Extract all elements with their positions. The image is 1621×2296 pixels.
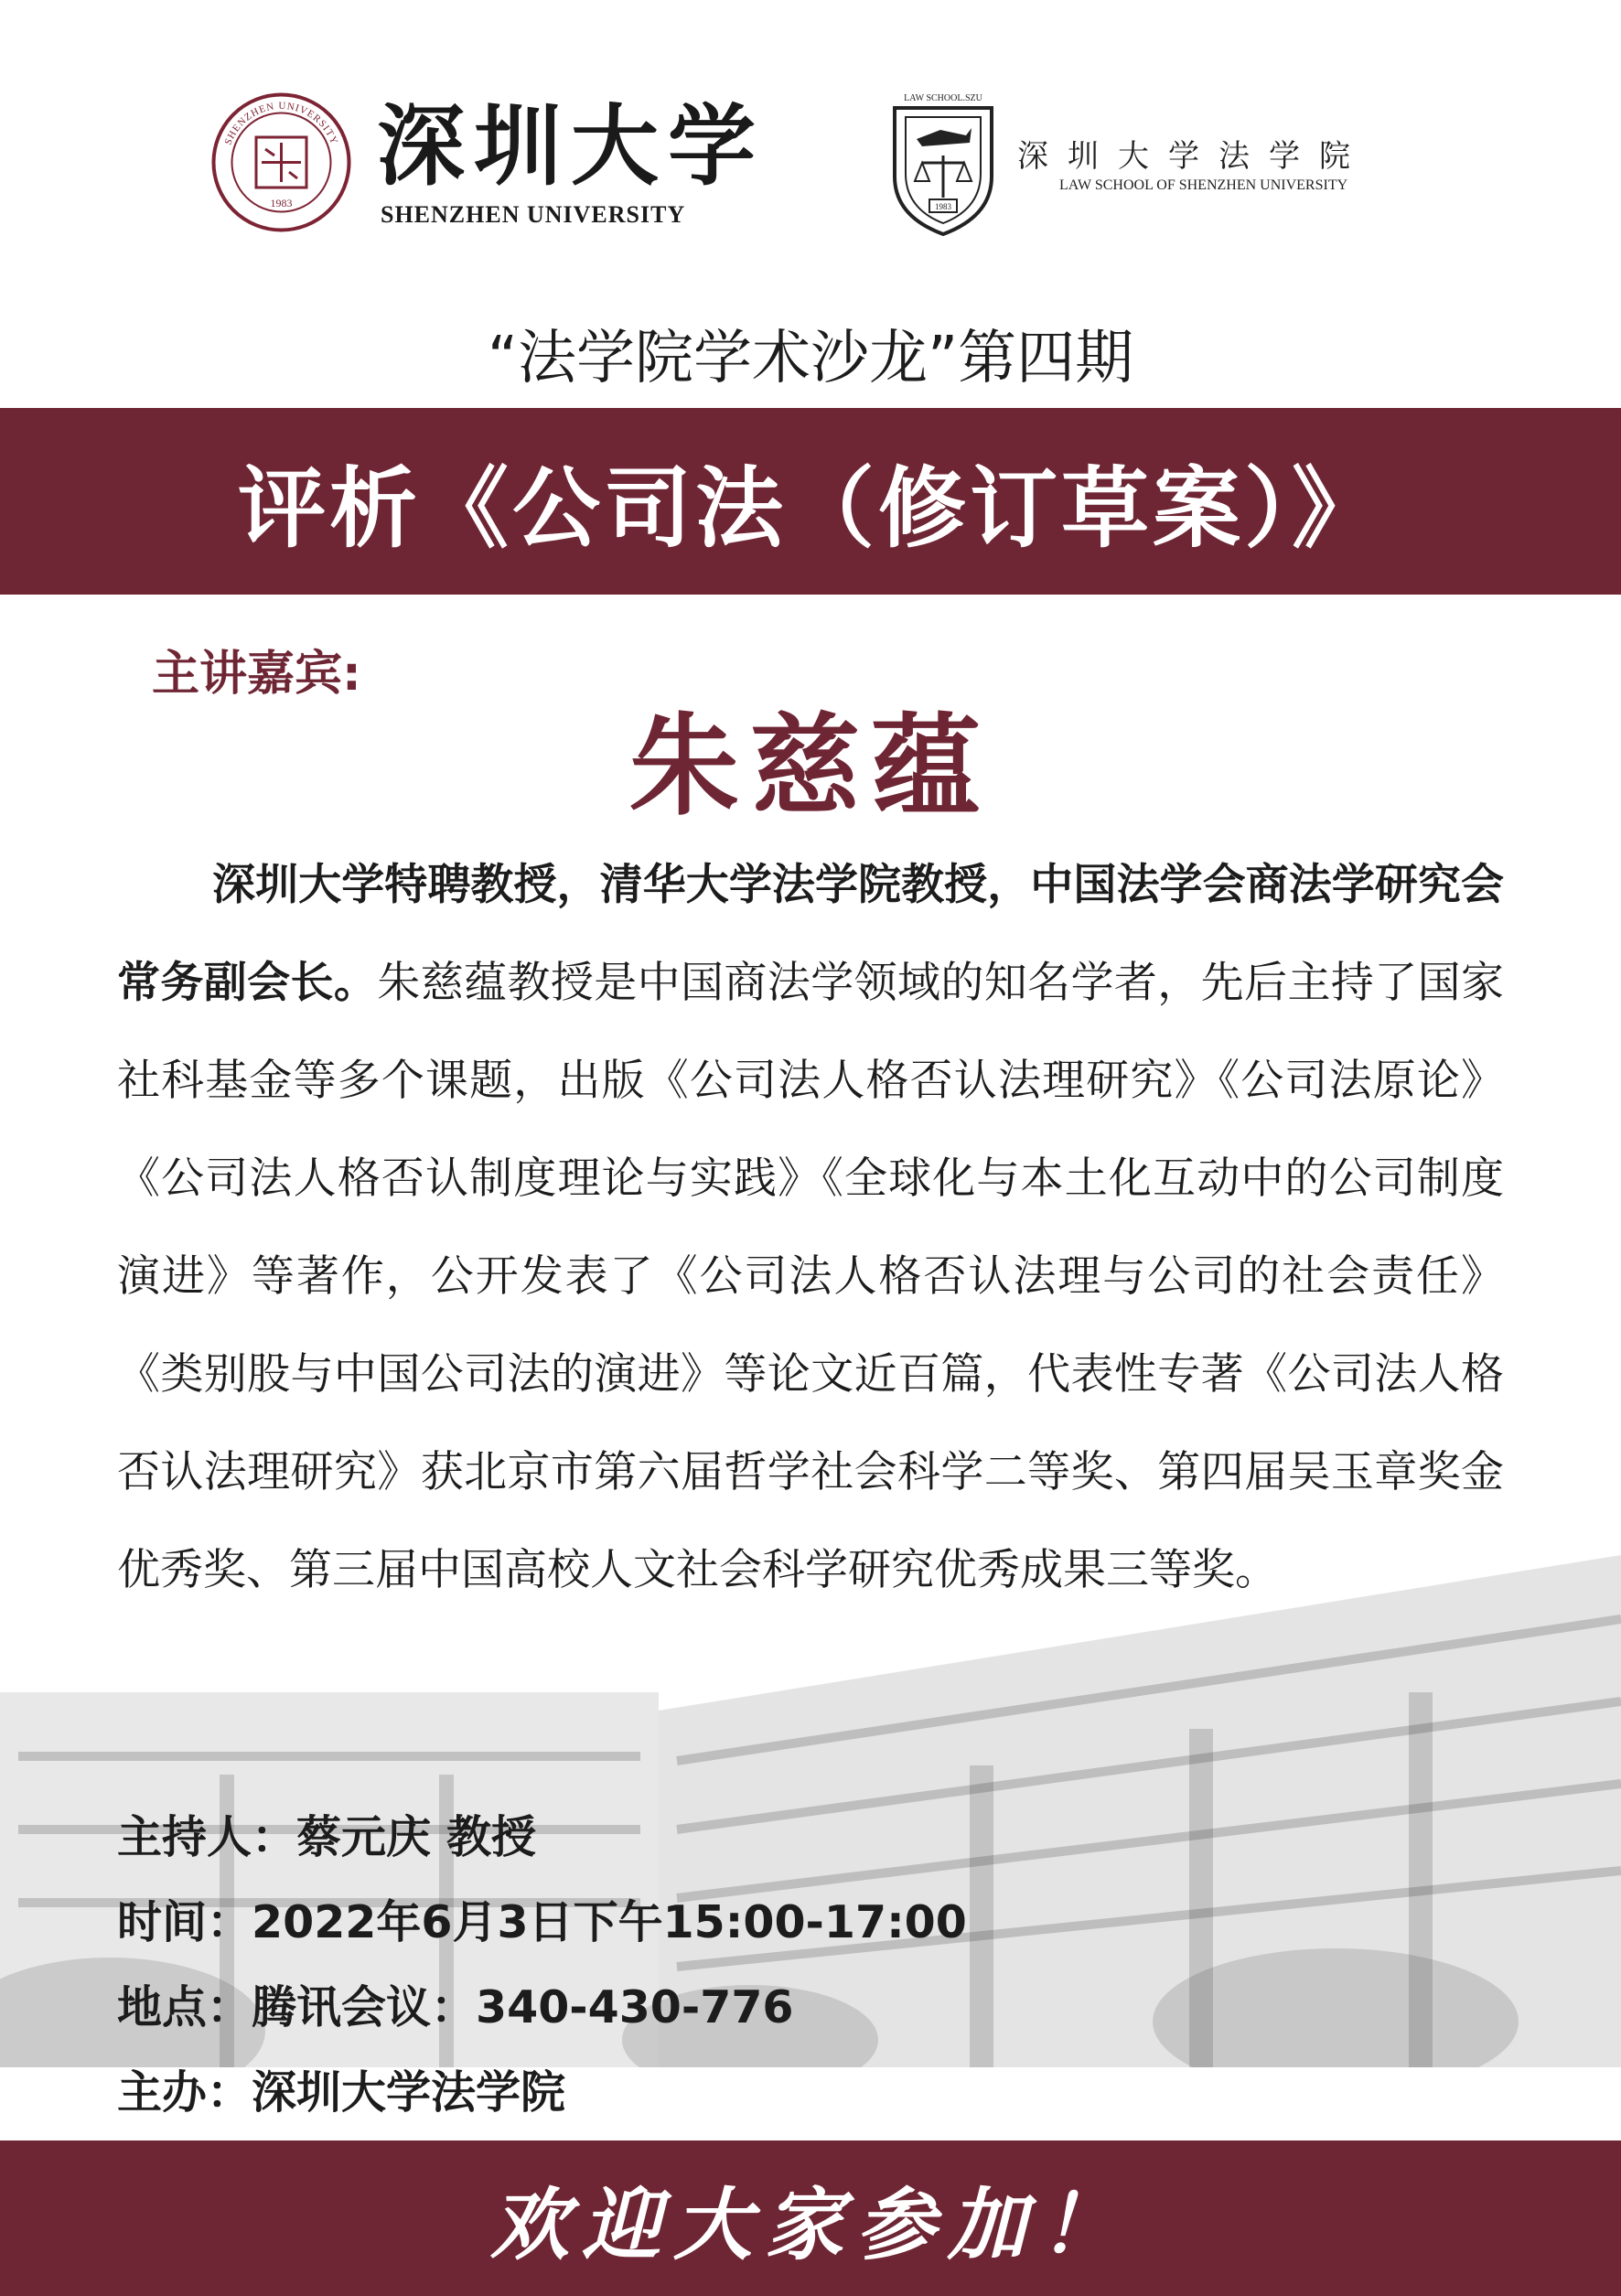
shenzhen-university-name-cn: 深圳大学 xyxy=(377,94,765,198)
shenzhen-university-name-en: SHENZHEN UNIVERSITY xyxy=(381,201,686,228)
speaker-label: 主讲嘉宾: xyxy=(152,647,361,702)
svg-text:LAW SCHOOL.SZU: LAW SCHOOL.SZU xyxy=(904,93,982,103)
event-time: 时间：2022年6月3日下午15:00-17:00 xyxy=(117,1896,967,1948)
speaker-bio xyxy=(117,836,1504,1619)
law-school-name-en: LAW SCHOOL OF SHENZHEN UNIVERSITY xyxy=(1059,177,1348,193)
event-host: 主持人：蔡元庆 教授 xyxy=(117,1811,537,1863)
svg-text:1983: 1983 xyxy=(270,197,293,209)
speaker-bio-text: 朱慈蕴教授是中国商法学领域的知名学者，先后主持了国家社科基金等多个课题，出版《公司法人格否认法理研究》《公司法原论》《公司法人格否认制度理论与实践》《全球化与本土化互动中的公司制度演进》等著作，公开发表了《公司法人格否认法理与公司的社会责任》《类别股与中国公司法的演进》等论文近百篇，代表性专著《公司法人格否认法理研究》获北京市第六届哲学社会科学二等奖、第四届吴玉章奖金优秀奖、第三届中国高校人文社会科学研究优秀成果三等奖。 xyxy=(117,958,1505,1595)
event-details xyxy=(117,1795,967,2135)
speaker-bio-highlight: 深圳大学特聘教授，清华大学法学院教授，中国法学会商法学研究会常务副会长。 xyxy=(117,860,1504,1008)
event-title: 评析《公司法（修订草案）》 xyxy=(238,456,1383,560)
svg-text:1983: 1983 xyxy=(935,202,951,211)
speaker-name: 朱慈蕴 xyxy=(629,703,992,831)
shenzhen-university-seal-logo xyxy=(210,91,352,233)
svg-text:SHENZHEN UNIVERSITY: SHENZHEN UNIVERSITY xyxy=(222,100,340,147)
law-school-name-cn: 深圳大学法学院 xyxy=(1017,138,1369,175)
law-school-shield-logo xyxy=(886,90,1001,236)
event-venue: 地点：腾讯会议：340-430-776 xyxy=(117,1981,794,2033)
event-organizer: 主办：深圳大学法学院 xyxy=(117,2066,566,2119)
event-series: “法学院学术沙龙”第四期 xyxy=(487,325,1134,392)
welcome-message: 欢迎大家参加！ xyxy=(490,2180,1131,2271)
footer-band xyxy=(0,2140,1621,2296)
title-band xyxy=(0,408,1621,595)
